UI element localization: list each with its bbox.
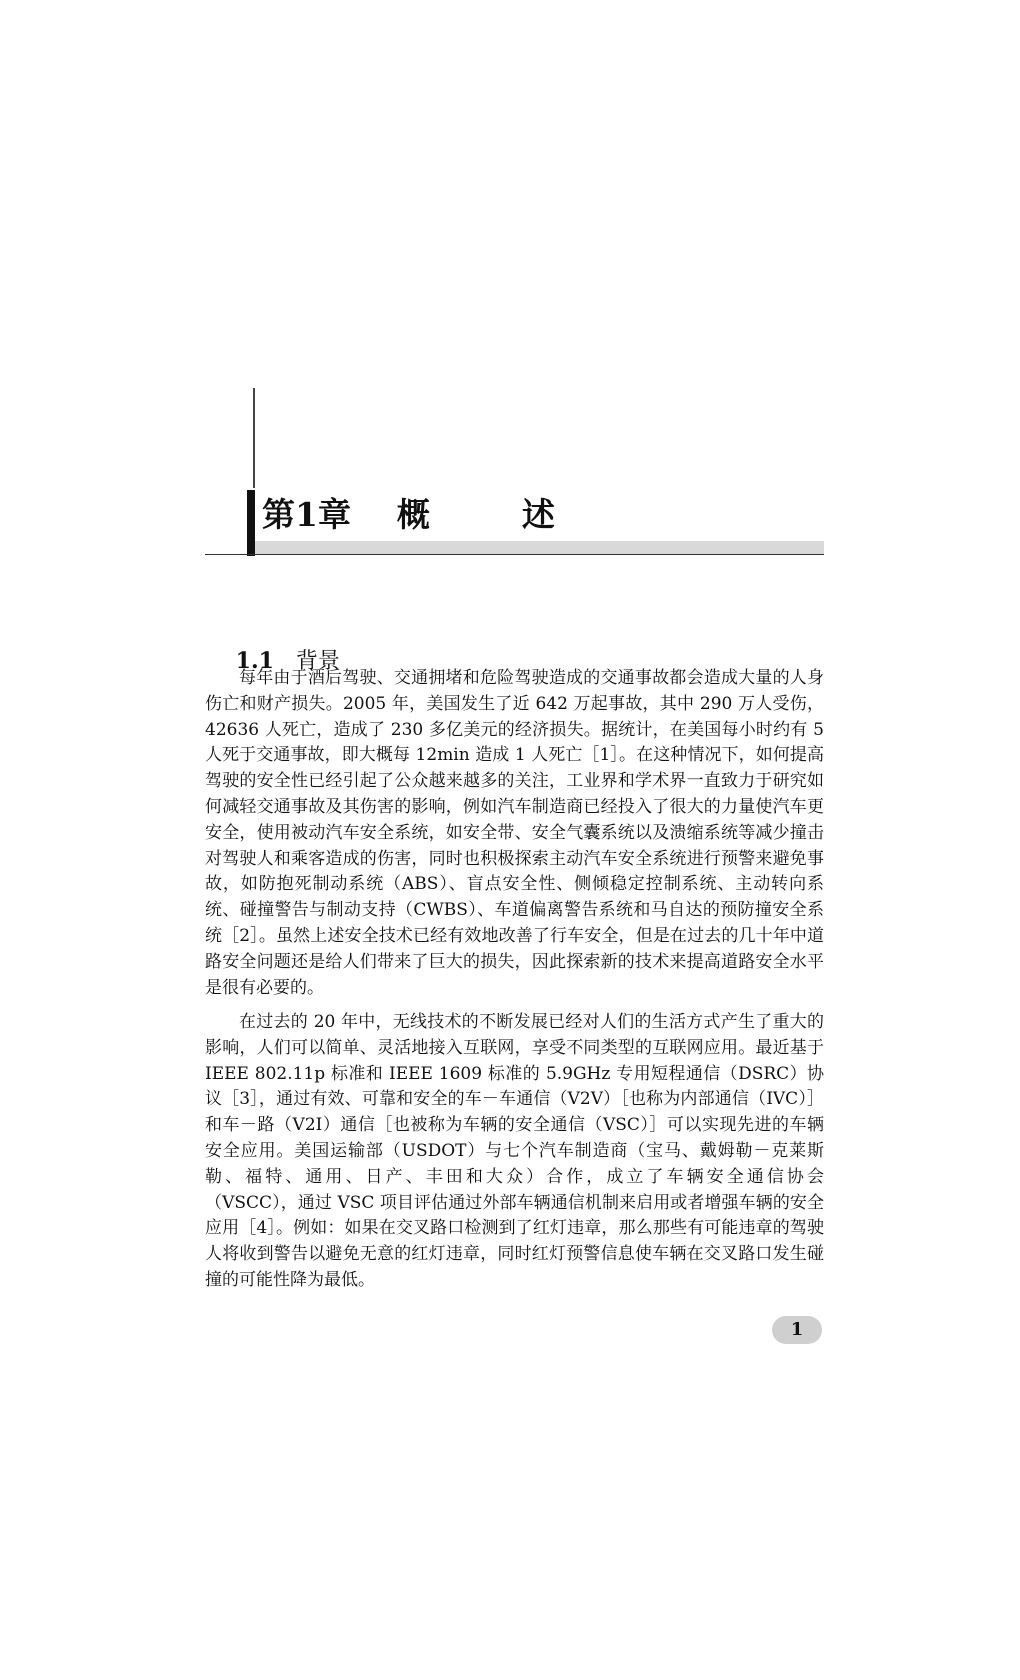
chapter-vertical-rule-thick [247, 490, 255, 556]
section-heading [205, 610, 340, 674]
chapter-vertical-rule-thin [253, 388, 255, 488]
body-paragraph: 每年由于酒后驾驶、交通拥堵和危险驾驶造成的交通事故都会造成大量的人身伤亡和财产损失。2005 年，美国发生了近 642 万起事故，其中 290 万人受伤，42636 人死亡，造成了 230 多亿美元的经济损失。据统计，在美国每小时约有 5 人死于交通事故，即大概每 12min 造成 1 人死亡［1］。在这种情况下，如何提高驾驶的安全性已经引起了公众越来越多的关注，工业界和学术界一直致力于研究如何减轻交通事故及其伤害的影响，例如汽车制造商已经投入了很大的力量使汽车更安全，使用被动汽车安全系统，如安全带、安全气囊系统以及溃缩系统等减少撞击对驾驶人和乘客造成的伤害，同时也积极探索主动汽车安全系统进行预警来避免事故，如防抱死制动系统（ABS）、盲点安全性、侧倾稳定控制系统、主动转向系统、碰撞警告与制动支持（CWBS）、车道偏离警告系统和马自达的预防撞安全系统［2］。虽然上述安全技术已经有效地改善了行车安全，但是在过去的几十年中道路安全问题还是给人们带来了巨大的损失，因此探索新的技术来提高道路安全水平是很有必要的。 [205, 668, 824, 998]
chapter-horizontal-rule [205, 554, 824, 555]
section-title: 背景 [295, 649, 340, 674]
body-paragraph: 在过去的 20 年中，无线技术的不断发展已经对人们的生活方式产生了重大的影响，人们可以简单、灵活地接入互联网，享受不同类型的互联网应用。最近基于 IEEE 802.11p 标准和 IEEE 1609 标准的 5.9GHz 专用短程通信（DSRC）协议［3］，通过有效、可靠和安全的车－车通信（V2V）［也称为内部通信（IVC）］和车－路（V2I）通信［也被称为车辆的安全通信（VSC）］可以实现先进的车辆安全应用。美国运输部（USDOT）与七个汽车制造商（宝马、戴姆勒－克莱斯勒、福特、通用、日产、丰田和大众）合作，成立了车辆安全通信协会（VSCC），通过 VSC 项目评估通过外部车辆通信机制来启用或者增强车辆的安全应用［4］。例如：如果在交叉路口检测到了红灯违章，那么那些有可能违章的驾驶人将收到警告以避免无意的红灯违章，同时红灯预警信息使车辆在交叉路口发生碰撞的可能性降为最低。 [205, 1012, 824, 1290]
chapter-title: 第1章 概 述 [262, 495, 555, 534]
page-number-badge: 1 [772, 1316, 822, 1344]
section-number: 1.1 [235, 648, 274, 674]
chapter-grey-band [255, 541, 824, 554]
